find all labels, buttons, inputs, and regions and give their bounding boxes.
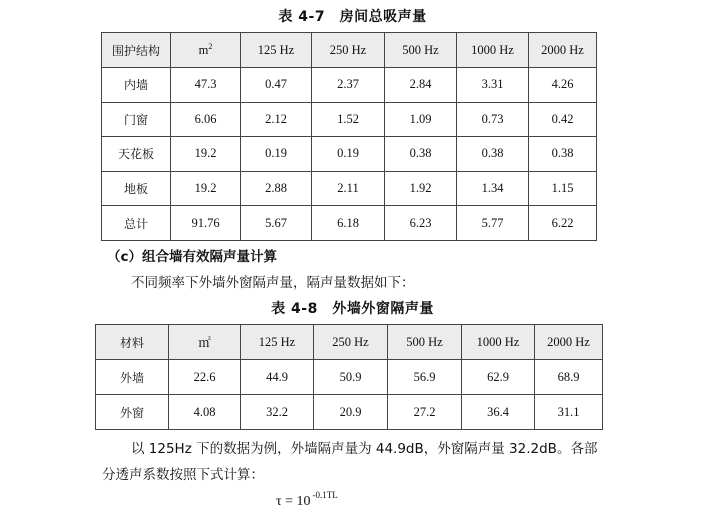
column-header: ㎡	[169, 325, 241, 360]
column-header: 2000 Hz	[529, 33, 597, 68]
table-cell: 2.84	[385, 68, 457, 103]
table-cell: 2.11	[312, 171, 385, 206]
table-cell: 总计	[102, 206, 171, 241]
column-header: 1000 Hz	[457, 33, 529, 68]
table-cell: 6.06	[171, 102, 241, 137]
table-cell: 内墙	[102, 68, 171, 103]
table-cell: 1.34	[457, 171, 529, 206]
table-cell: 4.08	[169, 395, 241, 430]
table-cell: 0.38	[385, 137, 457, 172]
table-row	[102, 68, 597, 103]
table-cell: 0.73	[457, 102, 529, 137]
paragraph: 以 125Hz 下的数据为例，外墙隔声量为 44.9dB，外窗隔声量 32.2dB。各部	[131, 441, 598, 457]
column-header: 1000 Hz	[462, 325, 535, 360]
section-heading: （c）组合墙有效隔声量计算	[107, 249, 278, 265]
table-cell: 44.9	[241, 360, 314, 395]
column-header: 250 Hz	[314, 325, 388, 360]
table-row	[96, 360, 603, 395]
table-row	[102, 102, 597, 137]
area-unit-superscript: 2	[208, 42, 213, 51]
table-caption: 表 4-8 外墙外窗隔声量	[271, 301, 434, 317]
sound-insulation-table	[95, 324, 603, 430]
table-cell: 2.37	[312, 68, 385, 103]
table-cell: 56.9	[388, 360, 462, 395]
table-cell: 68.9	[535, 360, 603, 395]
column-header: 围护结构	[102, 33, 171, 68]
column-header: 250 Hz	[312, 33, 385, 68]
table-cell: 6.23	[385, 206, 457, 241]
table-cell: 4.26	[529, 68, 597, 103]
table-cell: 1.52	[312, 102, 385, 137]
table-cell: 0.19	[241, 137, 312, 172]
table-row	[102, 137, 597, 172]
column-header: 500 Hz	[385, 33, 457, 68]
table-cell: 19.2	[171, 171, 241, 206]
table-cell: 门窗	[102, 102, 171, 137]
table-header-row	[102, 33, 597, 68]
table-cell: 3.31	[457, 68, 529, 103]
table-cell: 2.12	[241, 102, 312, 137]
table-row	[102, 171, 597, 206]
table-cell: 2.88	[241, 171, 312, 206]
table-cell: 36.4	[462, 395, 535, 430]
formula	[276, 490, 338, 510]
table-cell: 27.2	[388, 395, 462, 430]
table-cell: 91.76	[171, 206, 241, 241]
table-cell: 19.2	[171, 137, 241, 172]
column-header: 材料	[96, 325, 169, 360]
table-cell: 天花板	[102, 137, 171, 172]
table-row	[96, 395, 603, 430]
table-cell: 0.47	[241, 68, 312, 103]
table-cell: 5.67	[241, 206, 312, 241]
table-caption: 表 4-7 房间总吸声量	[278, 9, 427, 25]
absorption-table	[101, 32, 597, 241]
table-cell: 0.38	[457, 137, 529, 172]
table-cell: 6.18	[312, 206, 385, 241]
table-cell: 0.19	[312, 137, 385, 172]
table-cell: 32.2	[241, 395, 314, 430]
table-header-row	[96, 325, 603, 360]
table-cell: 5.77	[457, 206, 529, 241]
table-cell: 62.9	[462, 360, 535, 395]
table-cell: 外窗	[96, 395, 169, 430]
column-header-area	[171, 33, 241, 68]
paragraph: 分透声系数按照下式计算：	[102, 467, 264, 483]
table-cell: 地板	[102, 171, 171, 206]
table-cell: 外墙	[96, 360, 169, 395]
table-cell: 6.22	[529, 206, 597, 241]
column-header: 125 Hz	[241, 325, 314, 360]
table-cell: 0.42	[529, 102, 597, 137]
table-cell: 1.15	[529, 171, 597, 206]
paragraph: 不同频率下外墙外窗隔声量，隔声量数据如下：	[131, 275, 415, 291]
column-header: 125 Hz	[241, 33, 312, 68]
area-unit: m	[198, 43, 209, 57]
table-cell: 0.38	[529, 137, 597, 172]
table-cell: 50.9	[314, 360, 388, 395]
column-header: 2000 Hz	[535, 325, 603, 360]
formula-exponent: -0.1TL	[312, 490, 338, 500]
table-row-total	[102, 206, 597, 241]
table-cell: 1.09	[385, 102, 457, 137]
column-header: 500 Hz	[388, 325, 462, 360]
table-cell: 20.9	[314, 395, 388, 430]
table-cell: 47.3	[171, 68, 241, 103]
formula-base: τ = 10	[276, 494, 311, 509]
table-cell: 1.92	[385, 171, 457, 206]
table-cell: 22.6	[169, 360, 241, 395]
table-cell: 31.1	[535, 395, 603, 430]
